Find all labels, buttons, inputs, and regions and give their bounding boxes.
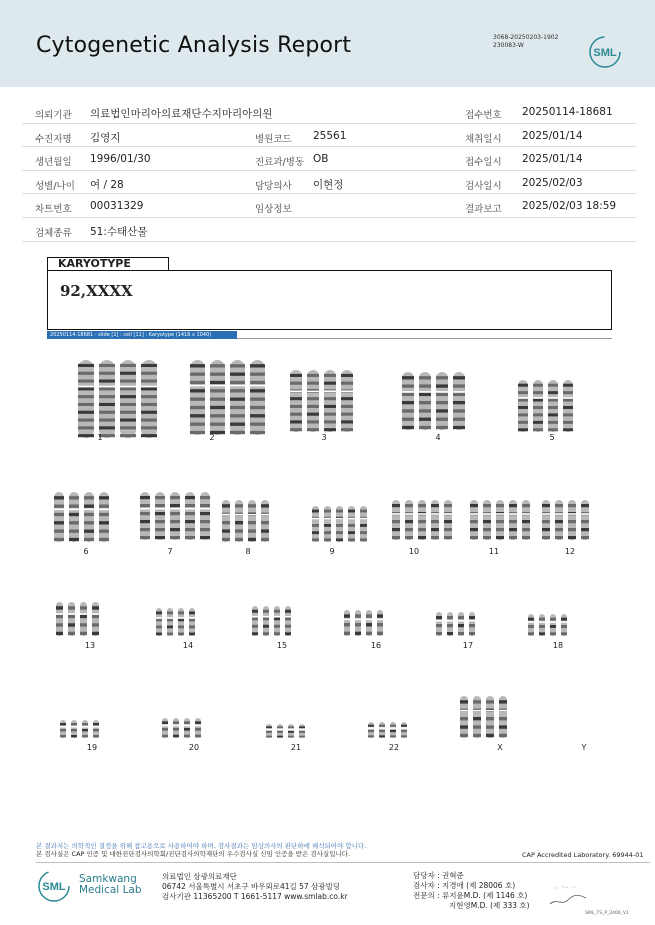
chromosome-number: 7 <box>167 547 173 556</box>
label-receipt-date: 접수일시 <box>465 157 502 169</box>
label-sex-age: 성별/나이 <box>35 180 75 192</box>
chromosome <box>84 492 95 542</box>
chromosome <box>561 614 568 636</box>
chromosome <box>458 612 465 636</box>
chromosome <box>436 372 449 430</box>
label-department: 진료과/병동 <box>255 157 305 169</box>
chromosome <box>581 500 590 540</box>
chromosome <box>312 506 320 542</box>
chromosome <box>431 500 440 540</box>
chromosome <box>499 696 508 738</box>
chromosome <box>470 500 479 540</box>
chromosome <box>496 500 505 540</box>
chromosome <box>341 370 354 432</box>
chromosome <box>195 718 202 738</box>
info-row <box>22 194 636 218</box>
chromosome <box>248 500 257 542</box>
chromosome <box>401 722 408 738</box>
chromosome <box>548 380 559 432</box>
karyotype-result: 92,XXXX <box>60 282 133 300</box>
chromosome <box>167 608 174 636</box>
info-row <box>22 218 636 242</box>
test-date: 2025/02/03 <box>522 176 583 189</box>
physician: 이현정 <box>313 178 344 191</box>
chromosome <box>405 500 414 540</box>
chromosome <box>120 360 137 438</box>
chromosome <box>69 492 80 542</box>
karyogram-caption: 20250114-18681 - slide [1] : cell [11] : Karyotype (1416 x 1040) <box>47 331 237 339</box>
chromosome-number: 8 <box>245 547 251 556</box>
chromosome <box>200 492 211 540</box>
collection-date: 2025/01/14 <box>522 129 583 142</box>
birth-date: 1996/01/30 <box>90 153 151 166</box>
svg-text:SML: SML <box>42 881 66 893</box>
sex-age: 여 / 28 <box>90 178 124 191</box>
chromosome-number: 22 <box>388 743 400 752</box>
chromosome-number: X <box>497 743 503 752</box>
chromosome <box>447 612 454 636</box>
chromosome-number: 17 <box>462 641 474 650</box>
chromosome <box>344 610 351 636</box>
chromosome-number: 9 <box>329 547 335 556</box>
chromosome <box>288 724 295 738</box>
chromosome <box>555 500 564 540</box>
chromosome <box>60 720 67 738</box>
report-title: Cytogenetic Analysis Report <box>36 33 352 58</box>
report-date: 2025/02/03 18:59 <box>522 200 617 213</box>
chromosome <box>550 614 557 636</box>
chromosome-number: Y <box>581 743 587 752</box>
chromosome <box>402 372 415 430</box>
chromosome <box>71 720 78 738</box>
chromosome-number: 11 <box>488 547 500 556</box>
chromosome <box>155 492 166 540</box>
chromosome <box>486 696 495 738</box>
chromosome <box>93 720 100 738</box>
chromosome <box>285 606 292 636</box>
label-collection-date: 채취일시 <box>465 133 502 145</box>
chromosome-number: 14 <box>182 641 194 650</box>
chromosome-number: 10 <box>408 547 420 556</box>
chromosome <box>178 608 185 636</box>
chromosome-number: 3 <box>321 433 327 442</box>
chromosome <box>210 360 226 435</box>
chromosome <box>250 360 266 435</box>
chromosome <box>419 372 432 430</box>
chromosome <box>355 610 362 636</box>
karyogram-image <box>40 350 630 760</box>
chromosome <box>473 696 482 738</box>
chromosome <box>377 610 384 636</box>
chromosome <box>185 492 196 540</box>
chromosome <box>390 722 397 738</box>
chart-number: 00031329 <box>90 200 144 213</box>
chromosome <box>80 602 88 636</box>
sml-logo <box>588 35 622 69</box>
patient-info-table <box>22 100 636 242</box>
chromosome <box>324 506 332 542</box>
chromosome <box>190 360 206 435</box>
chromosome <box>54 492 65 542</box>
chromosome-number: 5 <box>549 433 555 442</box>
chromosome <box>348 506 356 542</box>
chromosome <box>336 506 344 542</box>
chromosome <box>162 718 169 738</box>
chromosome <box>230 360 246 435</box>
divider <box>36 862 650 863</box>
label-report-date: 결과보고 <box>465 204 502 216</box>
chromosome-number: 6 <box>83 547 89 556</box>
chromosome <box>274 606 281 636</box>
chromosome-number: 18 <box>552 641 564 650</box>
document-id: 3068-20250203-1902 230083-W <box>493 34 559 49</box>
chromosome <box>99 492 110 542</box>
chromosome-number: 1 <box>97 433 103 442</box>
chromosome <box>418 500 427 540</box>
chromosome <box>140 492 151 540</box>
karyotype-tab-label: KARYOTYPE <box>47 257 169 271</box>
svg-text:SML: SML <box>593 47 617 59</box>
chromosome <box>469 612 476 636</box>
info-row <box>22 124 636 148</box>
chromosome-number: 12 <box>564 547 576 556</box>
chromosome <box>542 500 551 540</box>
form-code: SML_TS_P_2406_V1 <box>585 911 629 916</box>
chromosome-number: 4 <box>435 433 441 442</box>
lab-brand-name: Samkwang Medical Lab <box>79 873 142 896</box>
label-chart-number: 차트번호 <box>35 204 72 216</box>
chromosome <box>528 614 535 636</box>
label-test-date: 검사일시 <box>465 180 502 192</box>
chromosome-number: 13 <box>84 641 96 650</box>
chromosome <box>263 606 270 636</box>
lab-address: 의료법인 삼광의료재단 06742 서울특별시 서초구 바우뫼로41길 57 삼광빌딩 검사기관 11365200 T 1661-5117 www.smlab.co.kr <box>162 872 348 901</box>
receipt-date: 2025/01/14 <box>522 153 583 166</box>
label-birth-date: 생년월일 <box>35 157 72 169</box>
chromosome-number: 20 <box>188 743 200 752</box>
chromosome <box>290 370 303 432</box>
chromosome <box>368 722 375 738</box>
chromosome <box>261 500 270 542</box>
samkwang-logo <box>36 868 76 904</box>
accession-number: 20250114-18681 <box>522 106 613 118</box>
chromosome <box>568 500 577 540</box>
label-patient-name: 수진자명 <box>35 133 72 145</box>
chromosome <box>82 720 89 738</box>
label-hospital-code: 병원코드 <box>255 133 292 145</box>
chromosome-number: 21 <box>290 743 302 752</box>
note-accreditation: 본 검사실은 CAP 인증 및 대한진단검사의학회/진단검사의학재단의 우수검사실 신임 인증을 받은 검사실입니다. <box>36 850 351 858</box>
chromosome <box>235 500 244 542</box>
chromosome <box>299 724 306 738</box>
hospital-code: 25561 <box>313 129 347 142</box>
label-requesting-institution: 의뢰기관 <box>35 110 72 121</box>
chromosome <box>277 724 284 738</box>
info-row <box>22 171 636 195</box>
chromosome <box>252 606 259 636</box>
chromosome-number: 15 <box>276 641 288 650</box>
chromosome <box>483 500 492 540</box>
chromosome <box>324 370 337 432</box>
label-physician: 담당의사 <box>255 180 292 192</box>
chromosome <box>453 372 466 430</box>
chromosome <box>156 608 163 636</box>
chromosome <box>360 506 368 542</box>
department: OB <box>313 153 329 166</box>
chromosome <box>379 722 386 738</box>
requesting-institution: 의료법인마리아의료재단수지마리아의원 <box>90 108 273 120</box>
chromosome <box>56 602 64 636</box>
chromosome <box>539 614 546 636</box>
karyotype-result-box <box>47 270 612 330</box>
chromosome <box>533 380 544 432</box>
specimen-type: 51:수태산물 <box>90 225 148 238</box>
lab-staff: 담당자 : 권혁준 검사자 : 지경애 (제 28006 호) 전문의 : 류지윤M.D. (제 1146 호) 지현영M.D. (제 333 호) <box>413 871 530 910</box>
report-notes <box>36 842 366 858</box>
chromosome <box>99 360 116 438</box>
chromosome <box>436 612 443 636</box>
label-clinical-info: 임상정보 <box>255 204 292 216</box>
info-row <box>22 100 636 124</box>
chromosome <box>170 492 181 540</box>
label-accession-number: 접수번호 <box>465 110 502 121</box>
chromosome <box>563 380 574 432</box>
info-row <box>22 147 636 171</box>
chromosome <box>392 500 401 540</box>
chromosome <box>518 380 529 432</box>
chromosome <box>366 610 373 636</box>
divider <box>237 338 612 339</box>
chromosome <box>222 500 231 542</box>
chromosome <box>173 718 180 738</box>
chromosome <box>444 500 453 540</box>
chromosome <box>522 500 531 540</box>
chromosome <box>307 370 320 432</box>
patient-name: 김영지 <box>90 131 121 144</box>
chromosome-number: 19 <box>86 743 98 752</box>
chromosome <box>78 360 95 438</box>
cap-accreditation: CAP Accredited Laboratory. 69944-01 <box>522 851 644 859</box>
chromosome-number: 2 <box>209 433 215 442</box>
chromosome <box>184 718 191 738</box>
label-specimen-type: 검체종류 <box>35 227 72 239</box>
chromosome <box>141 360 158 438</box>
chromosome <box>92 602 100 636</box>
chromosome <box>68 602 76 636</box>
chromosome <box>460 696 469 738</box>
chromosome <box>189 608 196 636</box>
note-disclaimer: 본 결과지는 의학적인 결정을 위해 참고용으로 사용하여야 하며, 검사결과는 임상의사의 판단하에 해석되어야 합니다. <box>36 842 367 850</box>
chromosome <box>509 500 518 540</box>
chromosome-number: 16 <box>370 641 382 650</box>
signature <box>548 880 588 910</box>
chromosome <box>266 724 273 738</box>
